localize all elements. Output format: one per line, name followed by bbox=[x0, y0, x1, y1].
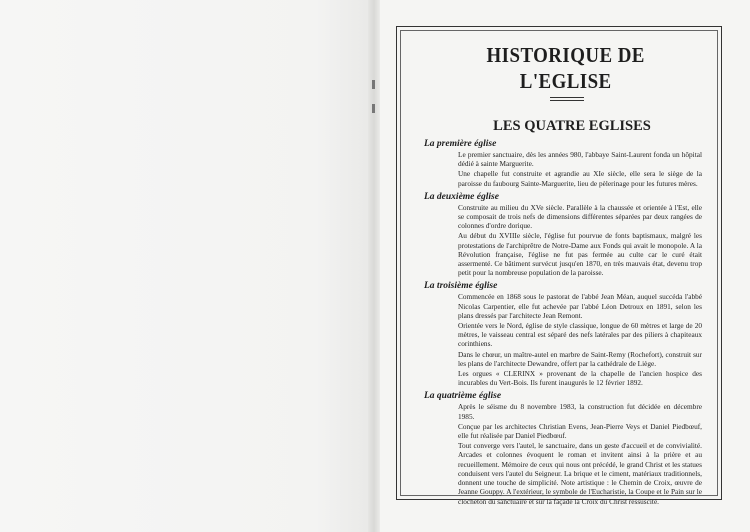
paragraph: Au début du XVIIIe siècle, l'église fut pourvue de fonts baptismaux, malgré les protestations de l'archiprêtre de Notre-Dame aux Fonds qui avait le monopole. A la Révolution française, l'église ne fut pas fermée au culte car le curé était assermenté. Ce bâtiment survécut jusqu'en 1870, en très mauvais état, devenu trop petit pour la nombreuse population de la paroisse. bbox=[458, 231, 702, 278]
paragraph: Après le séisme du 8 novembre 1983, la construction fut décidée en décembre 1985. bbox=[458, 402, 702, 421]
paragraph: Conçue par les architectes Christian Evens, Jean-Pierre Veys et Daniel Piedbœuf, elle fut réalisée par Daniel Piedbœuf. bbox=[458, 421, 702, 441]
section-title: La troisième église bbox=[424, 281, 498, 292]
document-content bbox=[424, 42, 702, 510]
page-title: HISTORIQUE DE L'EGLISE bbox=[486, 43, 645, 93]
paragraph: Le premier sanctuaire, dès les années 980, l'abbaye Saint-Laurent fonda un hôpital dédié à sainte Marguerite. bbox=[458, 150, 702, 169]
paragraph: Une chapelle fut construite et agrandie au XIe siècle, elle sera le siège de la paroisse du faubourg Sainte-Marguerite, lieu de pèlerinage pour les futures mères. bbox=[458, 169, 702, 188]
section-deuxieme-eglise bbox=[424, 192, 702, 278]
gutter-mark bbox=[372, 104, 375, 113]
paragraph: Dans le chœur, un maître-autel en marbre de Saint-Remy (Rochefort), construit sur les plans de l'architecte Dewandre, offert par la cathédrale de Liège. bbox=[458, 349, 702, 368]
paragraph: Commencée en 1868 sous le pastorat de l'abbé Jean Méan, auquel succéda l'abbé Nicolas Carpentier, elle fut achevée par l'abbé Léon Detroux en 1891, selon les plans dressés par l'architecte Jean Remont. bbox=[458, 292, 702, 320]
gutter-mark bbox=[372, 80, 375, 89]
section-troisieme-eglise bbox=[424, 281, 702, 387]
paragraph: Tout converge vers l'autel, le sanctuaire, dans un geste d'accueil et de convivialité. Arcades et colonnes évoquent le roman et invitent ainsi à la prière et au recueillement. Mémoire de ceux qui nous ont précédé, le grand Christ et les statues conduisent vers l'autel du Seigneur. La brique et le ciment, matériaux traditionnels, donnent une touche de simplicité. Note artistique : le Chemin de Croix, œuvre de Jeanne Gouppy. A l'extérieur, le symbole de l'Eucharistie, la Coupe et le Pain sur le clocheton du sanctuaire et sur la façade la Croix du Christ ressuscité. bbox=[458, 441, 702, 506]
section-title: La quatrième église bbox=[424, 391, 502, 402]
paragraph: Orientée vers le Nord, église de style classique, longue de 60 mètres et large de 20 mètres, le vaisseau central est séparé des nefs latérales par des piliers à chapiteaux corinthiens. bbox=[458, 321, 702, 349]
paragraph: Construite au milieu du XVe siècle. Parallèle à la chaussée et orientée à l'Est, elle se composait de trois nefs de dimensions différentes séparées par deux rangées de colonnes d'ordre dorique. bbox=[458, 202, 702, 231]
paragraph: Les orgues « CLERINX » provenant de la chapelle de l'ancien hospice des incurables du Vert-Bois. Ils furent inaugurés le 12 février 1892. bbox=[458, 369, 702, 388]
left-blank-page bbox=[0, 0, 372, 532]
section-premiere-eglise bbox=[424, 139, 702, 188]
title-divider bbox=[550, 97, 584, 101]
section-title: La deuxième église bbox=[424, 191, 499, 202]
section-title: La première église bbox=[424, 139, 497, 149]
section-quatrieme-eglise bbox=[424, 391, 702, 505]
page-subtitle: LES QUATRE EGLISES bbox=[493, 118, 651, 134]
